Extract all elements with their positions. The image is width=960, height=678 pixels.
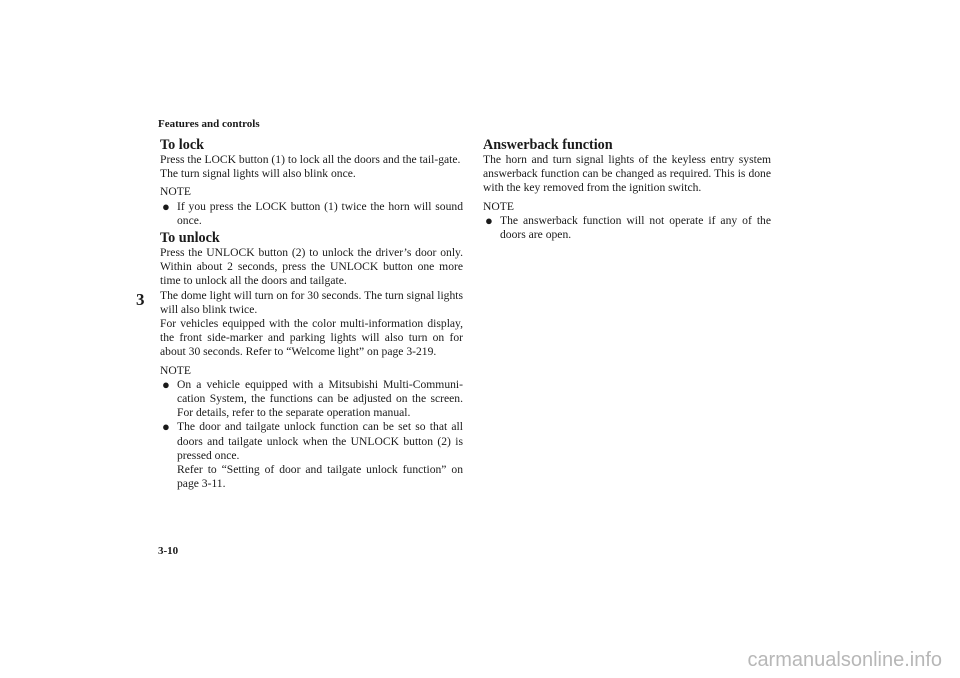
bullet-dot-icon: ●: [485, 212, 493, 228]
to-unlock-paragraph-1: Press the UNLOCK button (2) to unlock the driver’s door only. Within about 2 seconds, press the UNLOCK button one more time to unlock all the doors and tailgate.: [160, 246, 463, 288]
to-lock-note-text: If you press the LOCK button (1) twice the horn will sound once.: [177, 199, 463, 227]
answerback-note-text: The answerback function will not operate if any of the doors are open.: [500, 213, 771, 242]
to-unlock-paragraph-2: The dome light will turn on for 30 seconds. The turn signal lights will also blink twice.: [160, 288, 463, 316]
to-unlock-note-text-2: The door and tailgate unlock function can be set so that all doors and tailgate unlock when the UNLOCK button (2) is pressed once.: [177, 420, 463, 462]
to-unlock-note-item-2: [160, 420, 463, 491]
page-number: 3-10: [158, 545, 179, 557]
answerback-note-item: [483, 214, 771, 242]
section-header: Features and controls: [158, 118, 260, 130]
bullet-dot-icon: ●: [162, 419, 170, 435]
to-unlock-note-extra: Refer to “Setting of door and tailgate unlock function” on page 3-11.: [177, 463, 463, 491]
to-unlock-note-label: NOTE: [160, 363, 191, 377]
to-lock-note-label: NOTE: [160, 185, 191, 199]
left-column: [160, 138, 463, 491]
to-unlock-note-text-1: On a vehicle equipped with a Mitsubishi Multi-Communi-cation System, the functions can be adjusted on the screen. For details, refer to the separate operation manual.: [177, 377, 463, 420]
to-lock-note-item: [160, 200, 463, 228]
to-lock-paragraph-1: Press the LOCK button (1) to lock all the doors and the tail-gate.: [160, 153, 461, 166]
bullet-dot-icon: ●: [162, 198, 170, 214]
to-unlock-paragraph-3: For vehicles equipped with the color multi-information display, the front side-marker and parking lights will also turn on for about 30 seconds. Refer to “Welcome light” on page 3-219.: [160, 317, 463, 359]
answerback-heading: Answerback function: [483, 137, 613, 153]
answerback-note-label: NOTE: [483, 199, 514, 213]
right-column: [483, 138, 771, 242]
to-lock-heading: To lock: [160, 137, 205, 153]
answerback-paragraph: The horn and turn signal lights of the keyless entry system answerback function can be changed as required. This is done with the key removed from the ignition switch.: [483, 153, 771, 195]
to-unlock-note-item-1: [160, 378, 463, 421]
bullet-dot-icon: ●: [162, 376, 170, 392]
chapter-tab: 3: [136, 290, 145, 309]
to-lock-paragraph-2: The turn signal lights will also blink once.: [160, 167, 356, 181]
to-unlock-heading: To unlock: [160, 230, 220, 247]
watermark-link[interactable]: carmanualsonline.info: [747, 649, 942, 671]
